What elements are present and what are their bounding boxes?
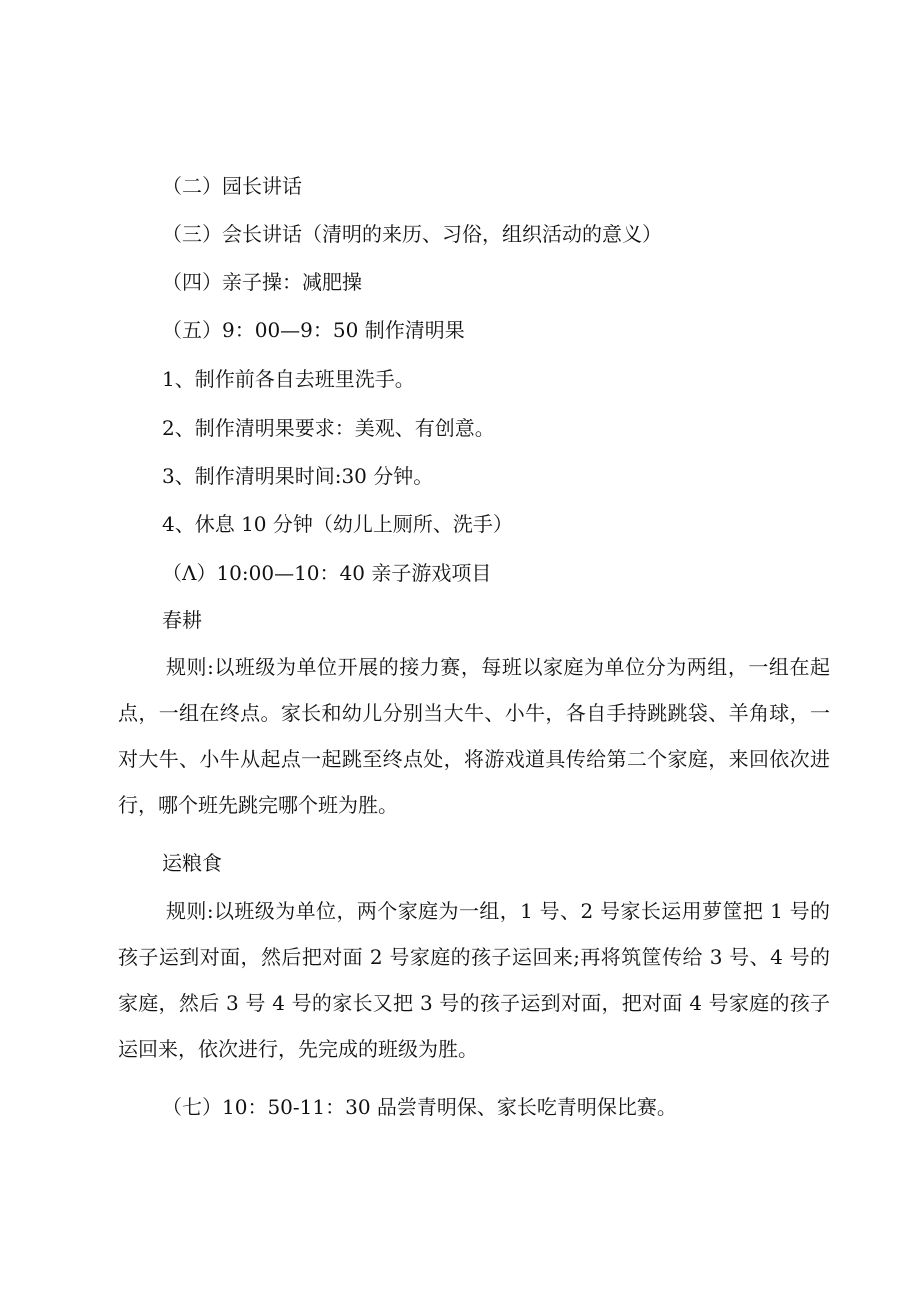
section-speech-chair: （三）会长讲话（清明的来历、习俗，组织活动的意义） <box>162 222 662 246</box>
section-speech-principal: （二）园长讲话 <box>162 174 302 198</box>
game-spring-plowing-rules: 规则:以班级为单位开展的接力赛，每班以家庭为单位分为两组，一组在起点，一组在终点。家长和幼儿分别当大牛、小牛，各自手持跳跳袋、羊角球，一对大牛、小牛从起点一起跳至终点处，将游戏道具传给第二个家庭，来回依次进行，哪个班先跳完哪个班为胜。 <box>118 655 830 817</box>
section-parent-child-exercise: （四）亲子操：减肥操 <box>162 270 362 294</box>
step-time: 3、制作清明果时间:30 分钟。 <box>162 464 434 488</box>
step-rest: 4、休息 10 分钟（幼儿上厕所、洗手） <box>162 512 513 536</box>
step-wash-hands: 1、制作前各自去班里洗手。 <box>162 367 415 391</box>
game-grain-carry-rules: 规则:以班级为单位，两个家庭为一组，1 号、2 号家长运用萝筐把 1 号的孩子运到对面，然后把对面 2 号家庭的孩子运回来;再将筑筐传给 3 号、4 号的家庭，然后 3 号 4 号的家长又把 3 号的孩子运到对面，把对面 4 号家庭的孩子运回来，依次进行，先完成的班级为胜。 <box>118 899 830 1061</box>
section-tasting-contest: （七）10：50-11：30 品尝青明保、家长吃青明保比赛。 <box>162 1095 677 1119</box>
section-make-qingming-cake: （五）9：00—9：50 制作清明果 <box>162 318 465 342</box>
section-parent-child-games: （Λ）10:00—10：40 亲子游戏项目 <box>162 561 492 585</box>
game-grain-carry-title: 运粮食 <box>162 851 222 875</box>
game-spring-plowing-title: 春耕 <box>162 608 202 632</box>
step-requirements: 2、制作清明果要求：美观、有创意。 <box>162 416 495 440</box>
